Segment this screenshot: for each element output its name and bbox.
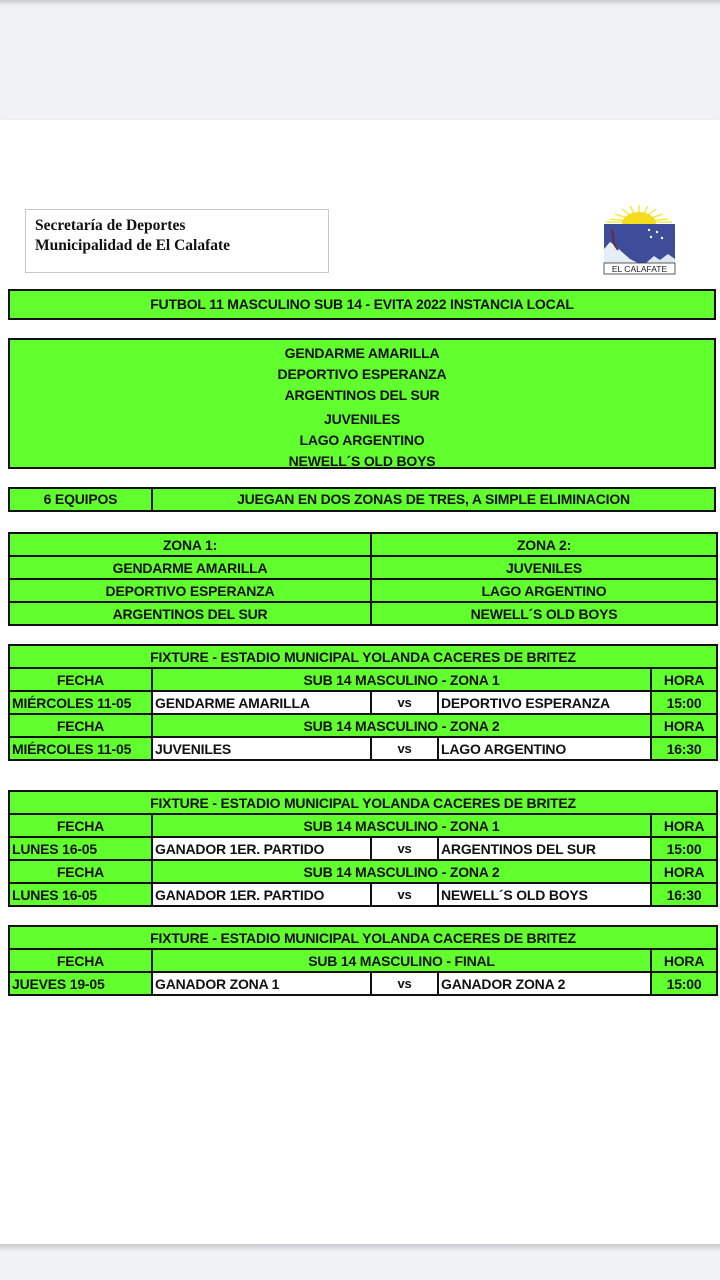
fecha-label: FECHA	[9, 714, 152, 737]
header-line-2: Municipalidad de El Calafate	[35, 237, 231, 254]
svg-text:EL CALAFATE: EL CALAFATE	[611, 264, 668, 274]
hora-label: HORA	[651, 814, 717, 837]
hora-label: HORA	[651, 714, 717, 737]
category-label: SUB 14 MASCULINO - ZONA 1	[152, 668, 651, 691]
fixture-table-final	[8, 925, 718, 996]
fixture-title: FIXTURE - ESTADIO MUNICIPAL YOLANDA CACERES DE BRITEZ	[9, 645, 717, 668]
tournament-title: FUTBOL 11 MASCULINO SUB 14 - EVITA 2022 INSTANCIA LOCAL	[8, 289, 716, 320]
match-time: 16:30	[651, 883, 717, 906]
home-team: GANADOR 1ER. PARTIDO	[152, 837, 371, 860]
match-date: MIÉRCOLES 11-05	[9, 691, 152, 714]
vs-label: vs	[371, 972, 438, 995]
home-team: GANADOR ZONA 1	[152, 972, 371, 995]
viewer-top-edge	[0, 0, 720, 6]
vs-label: vs	[371, 691, 438, 714]
home-team: GENDARME AMARILLA	[152, 691, 371, 714]
hora-label: HORA	[651, 949, 717, 972]
match-time: 15:00	[651, 972, 717, 995]
match-time: 15:00	[651, 691, 717, 714]
away-team: LAGO ARGENTINO	[438, 737, 651, 760]
vs-label: vs	[371, 883, 438, 906]
zone-1-team: DEPORTIVO ESPERANZA	[9, 579, 371, 602]
zones-header-row	[9, 533, 717, 556]
hora-label: HORA	[651, 668, 717, 691]
fixture-header-row	[9, 714, 717, 737]
fecha-label: FECHA	[9, 860, 152, 883]
category-label: SUB 14 MASCULINO - ZONA 2	[152, 860, 651, 883]
away-team: ARGENTINOS DEL SUR	[438, 837, 651, 860]
hora-label: HORA	[651, 860, 717, 883]
zone-2-header: ZONA 2:	[371, 533, 717, 556]
format-description: JUEGAN EN DOS ZONAS DE TRES, A SIMPLE ELIMINACION	[237, 491, 630, 507]
zone-1-team: ARGENTINOS DEL SUR	[9, 602, 371, 625]
table-row	[9, 579, 717, 602]
team-item: ARGENTINOS DEL SUR	[284, 387, 440, 403]
fixture-header-row	[9, 949, 717, 972]
zone-1-header: ZONA 1:	[9, 533, 371, 556]
away-team: GANADOR ZONA 2	[438, 972, 651, 995]
teams-list	[8, 338, 716, 469]
fecha-label: FECHA	[9, 814, 152, 837]
team-item: GENDARME AMARILLA	[284, 345, 440, 361]
match-date: LUNES 16-05	[9, 837, 152, 860]
header-line-1: Secretaría de Deportes	[35, 217, 186, 234]
table-row	[9, 602, 717, 625]
zones-table	[8, 532, 718, 626]
match-row	[9, 972, 717, 995]
match-row	[9, 883, 717, 906]
team-count: 6 EQUIPOS	[10, 489, 153, 510]
document-page	[0, 120, 720, 1244]
team-item: LAGO ARGENTINO	[299, 432, 425, 448]
format-info-bar	[8, 487, 716, 512]
zone-1-team: GENDARME AMARILLA	[9, 556, 371, 579]
match-date: MIÉRCOLES 11-05	[9, 737, 152, 760]
home-team: GANADOR 1ER. PARTIDO	[152, 883, 371, 906]
zone-2-team: JUVENILES	[371, 556, 717, 579]
fixture-title: FIXTURE - ESTADIO MUNICIPAL YOLANDA CACERES DE BRITEZ	[9, 926, 717, 949]
fixture-table-1	[8, 644, 718, 761]
category-label: SUB 14 MASCULINO - ZONA 2	[152, 714, 651, 737]
category-label: SUB 14 MASCULINO - ZONA 1	[152, 814, 651, 837]
header-box	[25, 209, 329, 273]
vs-label: vs	[371, 737, 438, 760]
fixture-table-2	[8, 790, 718, 907]
zone-2-team: NEWELL´S OLD BOYS	[371, 602, 717, 625]
match-row	[9, 691, 717, 714]
fecha-label: FECHA	[9, 949, 152, 972]
team-item: NEWELL´S OLD BOYS	[288, 453, 436, 469]
fixture-header-row	[9, 860, 717, 883]
match-date: JUEVES 19-05	[9, 972, 152, 995]
match-row	[9, 837, 717, 860]
away-team: DEPORTIVO ESPERANZA	[438, 691, 651, 714]
fixture-header-row	[9, 814, 717, 837]
match-date: LUNES 16-05	[9, 883, 152, 906]
team-item: JUVENILES	[324, 411, 400, 427]
viewer-bottom-edge	[0, 1244, 720, 1252]
category-label: SUB 14 MASCULINO - FINAL	[152, 949, 651, 972]
el-calafate-logo	[602, 204, 677, 277]
sun-mountain-crest-icon	[602, 204, 677, 277]
fecha-label: FECHA	[9, 668, 152, 691]
table-row	[9, 556, 717, 579]
match-row	[9, 737, 717, 760]
vs-label: vs	[371, 837, 438, 860]
home-team: JUVENILES	[152, 737, 371, 760]
team-item: DEPORTIVO ESPERANZA	[277, 366, 447, 382]
fixture-title: FIXTURE - ESTADIO MUNICIPAL YOLANDA CACERES DE BRITEZ	[9, 791, 717, 814]
away-team: NEWELL´S OLD BOYS	[438, 883, 651, 906]
zone-2-team: LAGO ARGENTINO	[371, 579, 717, 602]
fixture-header-row	[9, 668, 717, 691]
match-time: 15:00	[651, 837, 717, 860]
match-time: 16:30	[651, 737, 717, 760]
